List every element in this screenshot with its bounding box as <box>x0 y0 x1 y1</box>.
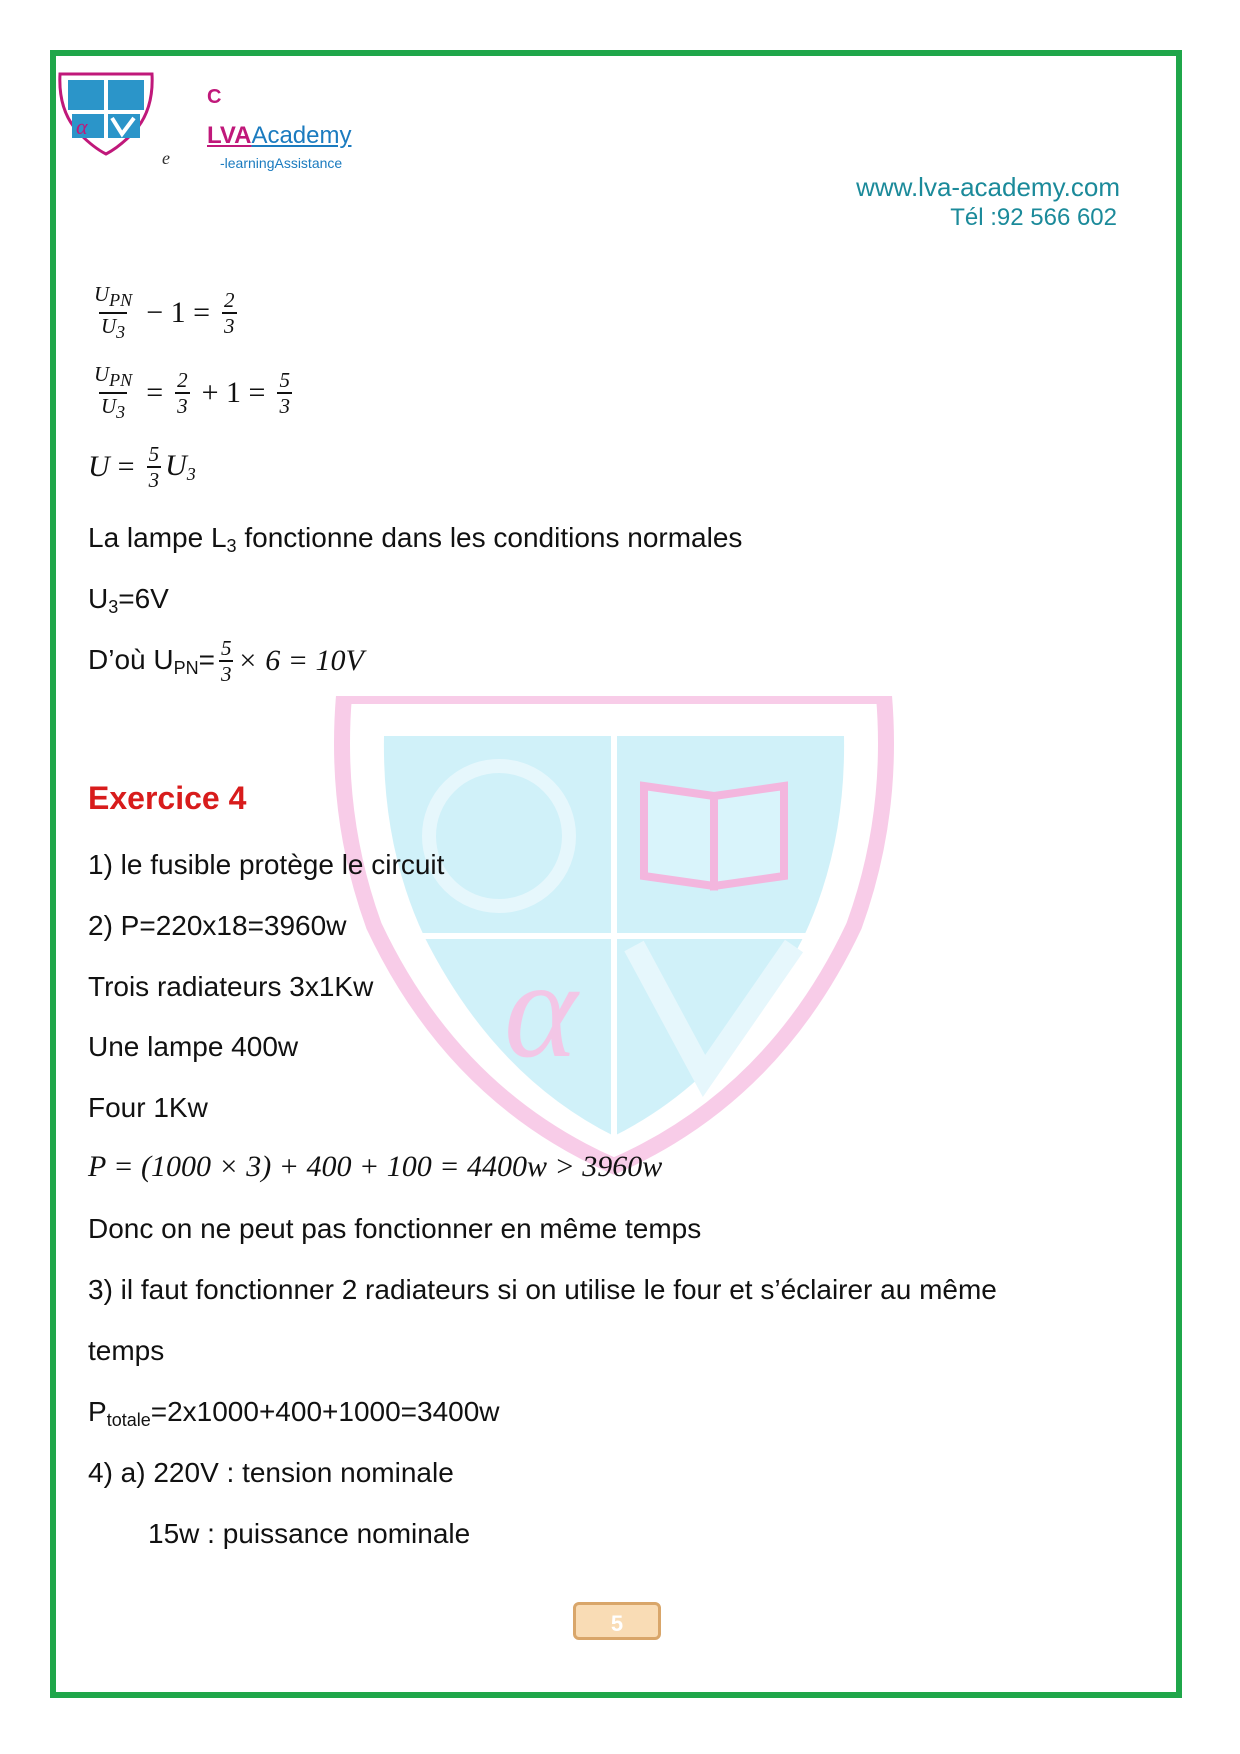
equation-1: $\frac{U_{PN}}{U_3}$ − 1 = $\frac{2}{3}$ <box>94 282 235 342</box>
page-number: 5 <box>573 1602 661 1640</box>
alpha-icon: α <box>504 932 578 1087</box>
lampe-line: La lampe $L_3$ fonctionne dans les conditions normales <box>88 522 743 556</box>
brand-academy: Academy <box>251 122 352 149</box>
exercise-equation: P = (1000 × 3) + 400 + 100 = 4400w > 3960w <box>88 1150 663 1183</box>
exercise-line-10: $P_{totale}=2x1000+400+1000=3400w$ <box>88 1396 500 1430</box>
exercise-line-4: Une lampe 400w <box>88 1031 299 1062</box>
book-icon <box>644 786 784 886</box>
exercise-line-9: temps <box>88 1335 165 1366</box>
exercise-heading: Exercice 4 <box>88 780 247 816</box>
brand-c: C <box>207 86 222 108</box>
brand-subtitle: -learningAssistance <box>220 155 343 171</box>
brand-e: e <box>162 148 170 168</box>
exercise-line-1: 1) le fusible protège le circuit <box>88 849 445 880</box>
exercise-line-2: 2) P=220x18=3960w <box>88 910 347 941</box>
dou-line: D’où $U_{PN}=$ $\frac{5}{3}$ × 6 = 10V <box>88 636 364 686</box>
equation-3: U = $\frac{5}{3}$ $U_3$ <box>88 442 196 492</box>
website-link[interactable]: www.lva-academy.com <box>856 172 1120 202</box>
svg-text:α: α <box>76 114 88 139</box>
phone-number: Tél :92 566 602 <box>950 204 1117 231</box>
brand-lva: LVA <box>207 122 252 149</box>
exercise-line-8: 3) il faut fonctionner 2 radiateurs si on utilise le four et s’éclairer au même <box>88 1274 997 1305</box>
brand-name <box>207 122 351 150</box>
exercise-line-12: 15w : puissance nominale <box>148 1518 471 1549</box>
exercise-line-5: Four 1Kw <box>88 1092 208 1123</box>
watermark-logo <box>334 696 894 1176</box>
exercise-line-3: Trois radiateurs 3x1Kw <box>88 971 374 1002</box>
exercise-line-7: Donc on ne peut pas fonctionner en même temps <box>88 1213 702 1244</box>
u3-line: $U_3=6V$ <box>88 583 169 617</box>
lva-logo-icon <box>56 72 156 156</box>
exercise-line-11: 4) a) 220V : tension nominale <box>88 1457 454 1488</box>
equation-2: $\frac{U_{PN}}{U_3}$ = $\frac{2}{3}$ + 1 = $\frac{5}{3}$ <box>94 362 290 422</box>
